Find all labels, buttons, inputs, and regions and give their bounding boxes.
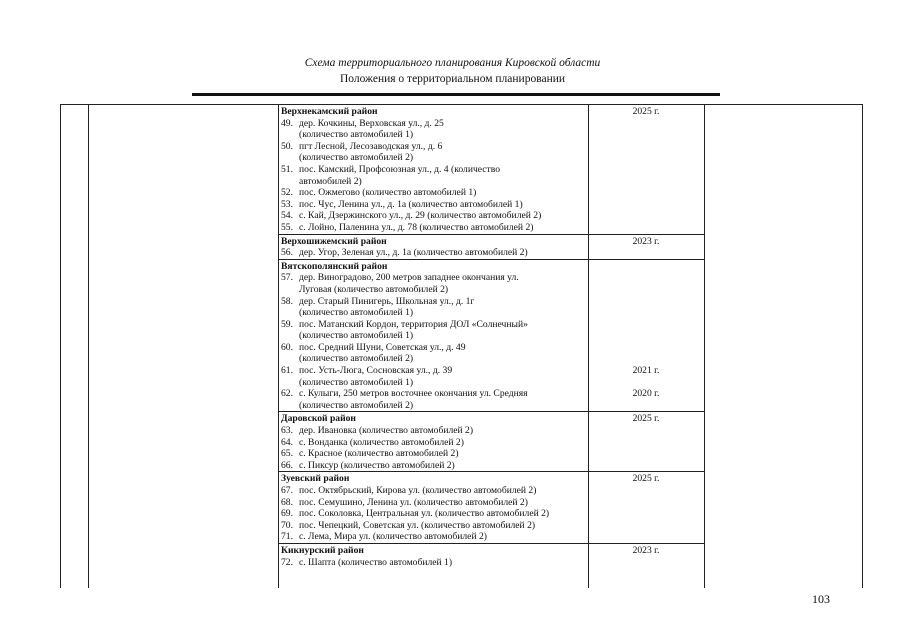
document-header-subtitle: Положения о территориальном планировании (339, 73, 566, 85)
district-block (279, 260, 704, 413)
item-number: 60. (281, 341, 293, 353)
district-name: Кикнурский район (281, 544, 364, 556)
item-number: 64. (281, 436, 293, 448)
item-text: пос. Соколовка, Центральная ул. (количество автомобилей 2) (299, 508, 550, 520)
list-item (281, 448, 704, 460)
list-item (281, 319, 704, 342)
item-text: пос. Октябрьский, Кирова ул. (количество автомобилей 2) (299, 485, 537, 496)
list-item (281, 508, 704, 520)
item-number: 68. (281, 496, 293, 508)
column-divider (88, 105, 89, 588)
item-text: дер. Виноградово, 200 метров западнее окончания ул. (299, 272, 519, 284)
item-text: с. Лойно, Паленина ул., д. 78 (количество автомобилей 2) (299, 221, 534, 233)
list-item (281, 497, 704, 509)
item-text: дер. Угор, Зеленая ул., д. 1а (количество автомобилей 2) (299, 247, 528, 259)
item-number: 55. (281, 221, 293, 233)
item-text: с. Вонданка (количество автомобилей 2) (299, 436, 464, 448)
deadline-year: 2023 г. (632, 544, 660, 556)
item-number: 54. (281, 210, 293, 222)
item-number: 51. (281, 163, 293, 175)
district-name: Вятскополянский район (281, 260, 388, 272)
list-item (281, 557, 704, 569)
item-number: 61. (281, 365, 293, 377)
item-number: 71. (281, 531, 293, 543)
list-item (281, 118, 704, 141)
district-block (279, 105, 704, 235)
list-item (281, 460, 704, 472)
deadline-year: 2021 г. (632, 365, 660, 377)
item-number: 56. (281, 247, 293, 259)
list-item (281, 388, 704, 411)
item-text: с. Кай, Дзержинского ул., д. 29 (количество автомобилей 2) (299, 210, 542, 222)
list-item (281, 247, 704, 259)
list-item (281, 437, 704, 449)
item-text: с. Кулыги, 250 метров восточнее окончания ул. Средняя (299, 388, 528, 400)
list-item (281, 520, 704, 532)
list-item (281, 485, 704, 497)
item-text-continuation: (количество автомобилей 2) (299, 399, 414, 411)
item-number: 70. (281, 519, 293, 531)
item-number: 50. (281, 140, 293, 152)
item-text: пос. Камский, Профсоюзная ул., д. 4 (количество (299, 163, 500, 175)
list-item (281, 187, 704, 199)
item-number: 67. (281, 485, 293, 496)
item-text: пгт Лесной, Лесозаводская ул., д. 6 (299, 140, 443, 152)
header-rule (192, 93, 720, 96)
item-text: с. Лема, Мира ул. (количество автомобилей 2) (299, 531, 487, 543)
column-divider (704, 105, 705, 588)
item-number: 58. (281, 295, 293, 307)
item-number: 57. (281, 272, 293, 284)
item-text-continuation: Луговая (количество автомобилей 2) (299, 283, 449, 295)
district-name: Верхошижемский район (281, 235, 387, 247)
item-text: пос. Чепецкий, Советская ул. (количество автомобилей 2) (299, 519, 536, 531)
item-text: дер. Кочкины, Верховская ул., д. 25 (299, 117, 444, 129)
list-item (281, 365, 704, 388)
district-name: Верхнекамский район (281, 106, 378, 117)
district-name: Даровской район (281, 413, 356, 425)
item-text: с. Красное (количество автомобилей 2) (299, 448, 459, 460)
item-text: пос. Усть-Люга, Сосновская ул., д. 39 (299, 365, 453, 377)
deadline-year: 2025 г. (632, 106, 660, 117)
district-block (279, 472, 704, 544)
item-text: дер. Старый Пинигерь, Школьная ул., д. 1г (299, 295, 475, 307)
list-item (281, 425, 704, 437)
list-item (281, 141, 704, 164)
item-text-continuation: (количество автомобилей 1) (299, 307, 414, 319)
item-text-continuation: (количество автомобилей 1) (299, 330, 414, 342)
deadline-year: 2025 г. (632, 413, 660, 425)
district-block (279, 412, 704, 472)
item-text: с. Шапта (количество автомобилей 1) (299, 556, 453, 568)
list-item (281, 164, 704, 187)
district-block (279, 544, 704, 568)
list-item (281, 296, 704, 319)
item-text: дер. Ивановка (количество автомобилей 2) (299, 425, 474, 437)
item-text-continuation: (количество автомобилей 2) (299, 353, 414, 365)
item-text: пос. Ожмегово (количество автомобилей 1) (299, 187, 477, 199)
item-number: 53. (281, 198, 293, 210)
list-item (281, 531, 704, 543)
item-number: 65. (281, 448, 293, 460)
item-number: 62. (281, 388, 293, 400)
item-text-continuation: (количество автомобилей 1) (299, 376, 414, 388)
deadline-year: 2025 г. (632, 473, 660, 485)
planning-table (60, 104, 863, 588)
list-item (281, 222, 704, 234)
deadline-year: 2023 г. (632, 235, 660, 247)
item-number: 69. (281, 508, 293, 520)
item-text: пос. Чус, Ленина ул., д. 1а (количество автомобилей 1) (299, 198, 523, 210)
item-number: 63. (281, 425, 293, 437)
district-block (279, 235, 704, 260)
item-text: пос. Матанский Кордон, территория ДОЛ «Солнечный» (299, 318, 528, 330)
item-number: 59. (281, 318, 293, 330)
list-item (281, 210, 704, 222)
document-header-title: Схема территориального планирования Кировской области (304, 57, 601, 69)
page-number: 103 (812, 592, 830, 606)
item-number: 72. (281, 556, 293, 568)
table-content (279, 105, 704, 568)
item-number: 49. (281, 117, 293, 129)
item-number: 52. (281, 187, 293, 199)
district-name: Зуевский район (281, 473, 350, 485)
list-item (281, 272, 704, 295)
item-text: с. Пиксур (количество автомобилей 2) (299, 459, 455, 471)
list-item (281, 342, 704, 365)
item-text: пос. Средний Шуни, Советская ул., д. 49 (299, 341, 466, 353)
item-number: 66. (281, 459, 293, 471)
item-text-continuation: (количество автомобилей 1) (299, 129, 414, 141)
item-text: пос. Семушино, Ленина ул. (количество автомобилей 2) (299, 496, 528, 508)
item-text-continuation: автомобилей 2) (299, 175, 362, 187)
item-text-continuation: (количество автомобилей 2) (299, 152, 414, 164)
deadline-year: 2020 г. (632, 388, 660, 400)
list-item (281, 199, 704, 211)
